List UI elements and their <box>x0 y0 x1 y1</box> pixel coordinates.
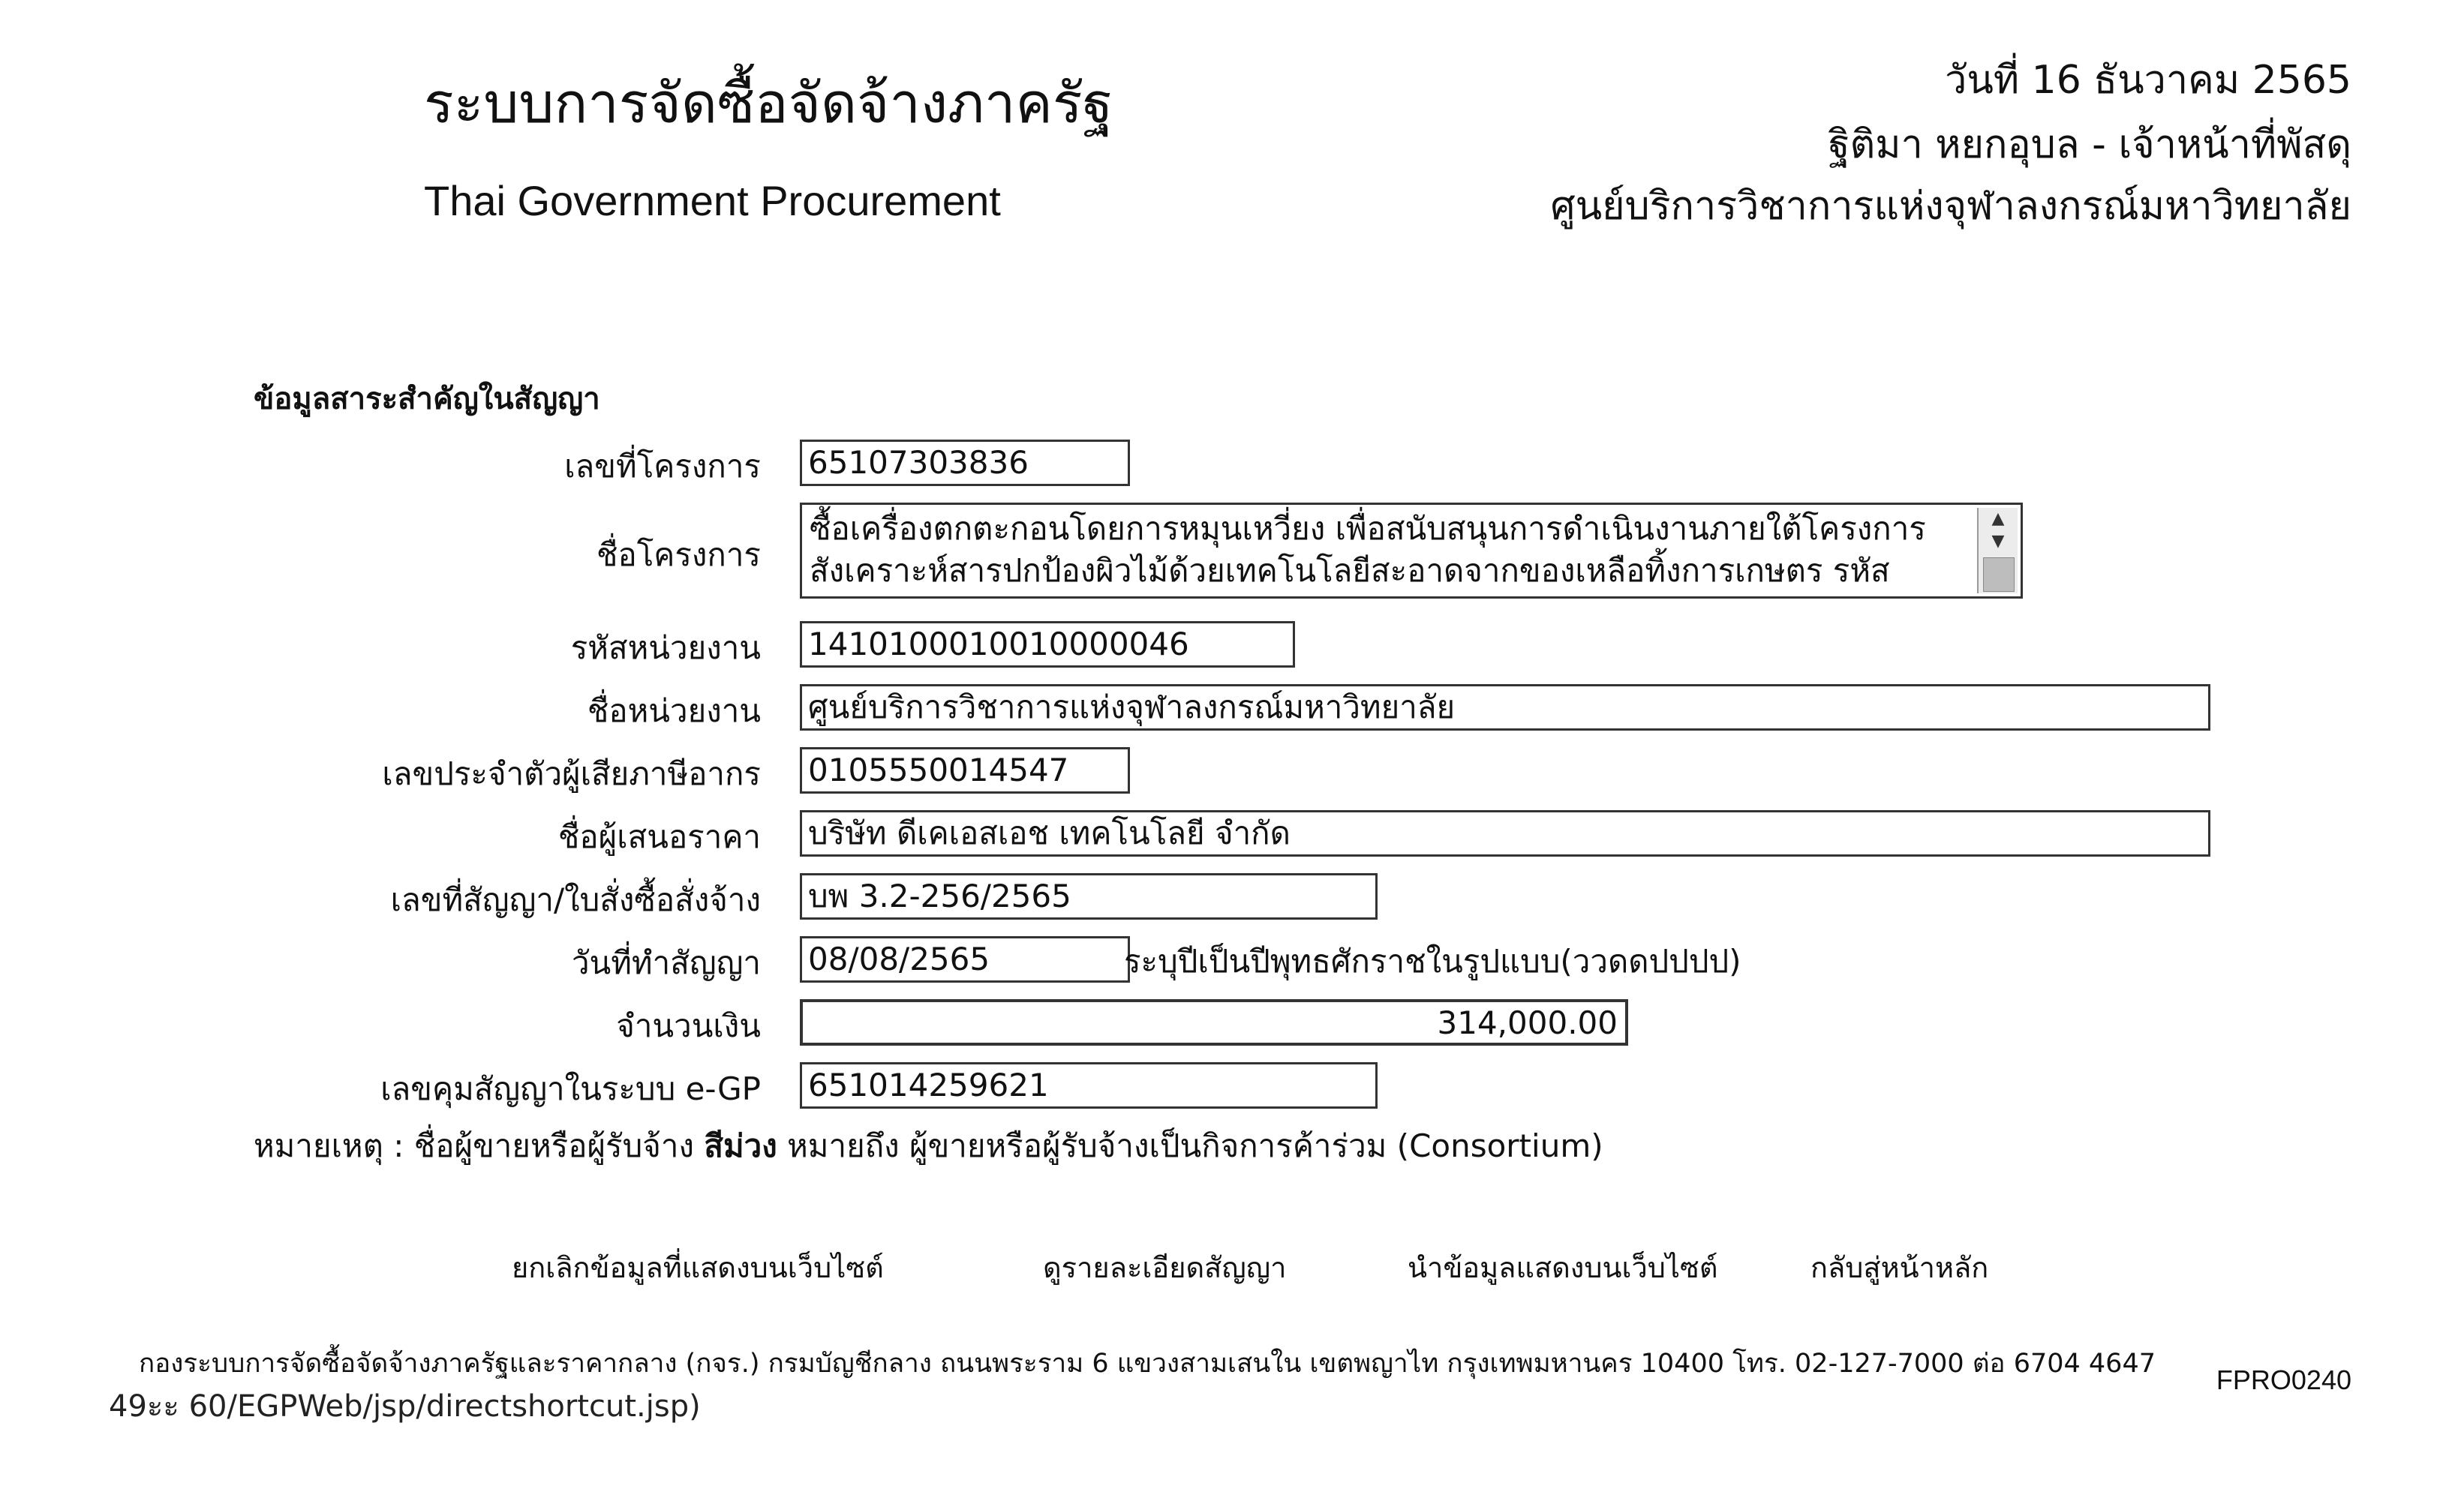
contract-date-field[interactable]: 08/08/2565 <box>800 936 1130 983</box>
system-title-thai: ระบบการจัดซื้อจัดจ้างภาครัฐ <box>424 71 1113 136</box>
egp-control-no-field[interactable]: 651014259621 <box>800 1062 1378 1109</box>
system-title-english: Thai Government Procurement <box>424 177 1001 224</box>
contract-date-label: วันที่ทำสัญญา <box>571 944 761 981</box>
tax-id-label: เลขประจำตัวผู้เสียภาษีอากร <box>382 755 761 792</box>
header-user: ฐิติมา หยกอุบล - เจ้าหน้าที่พัสดุ <box>1828 122 2351 167</box>
remark-note <box>254 1122 1603 1170</box>
view-contract-details-link[interactable]: ดูรายละเอียดสัญญา <box>1043 1251 1287 1284</box>
agency-name-label: ชื่อหน่วยงาน <box>587 692 761 729</box>
agency-code-label: รหัสหน่วยงาน <box>570 629 761 666</box>
remark-suffix: หมายถึง ผู้ขายหรือผู้รับจ้างเป็นกิจการค้าร่วม (Consortium) <box>787 1127 1603 1164</box>
project-name-text: ซื้อเครื่องตกตะกอนโดยการหมุนเหวี่ยง เพื่อสนับสนุนการดำเนินงานภายใต้โครงการ สังเคราะห์สารปกป้องผิวไม้ด้วยเทคโนโลยีสะอาดจากของเหลือทิ้งการเกษตร รหัส <box>810 510 1926 589</box>
project-name-textarea[interactable] <box>800 503 2023 599</box>
contract-no-field[interactable]: บพ 3.2-256/2565 <box>800 873 1378 920</box>
project-no-label: เลขที่โครงการ <box>564 448 761 485</box>
amount-label: จำนวนเงิน <box>616 1007 761 1044</box>
project-no-field[interactable]: 65107303836 <box>800 440 1130 486</box>
egp-control-no-label: เลขคุมสัญญาในระบบ e-GP <box>380 1070 761 1107</box>
remark-highlight: สีม่วง <box>704 1127 777 1164</box>
scroll-up-arrow-icon[interactable]: ▲ <box>1991 509 2005 528</box>
footer-url-fragment: 49ะะ 60/EGPWeb/jsp/directshortcut.jsp) <box>109 1389 701 1424</box>
cancel-display-link[interactable]: ยกเลิกข้อมูลที่แสดงบนเว็บไซต์ <box>512 1251 884 1284</box>
back-to-home-link[interactable]: กลับสู่หน้าหลัก <box>1810 1251 1989 1284</box>
section-title: ข้อมูลสาระสำคัญในสัญญา <box>254 382 600 416</box>
page-code: FPRO0240 <box>2216 1364 2351 1395</box>
agency-name-field[interactable]: ศูนย์บริการวิชาการแห่งจุฬาลงกรณ์มหาวิทยาลัย <box>800 684 2210 731</box>
contract-no-label: เลขที่สัญญา/ใบสั่งซื้อสั่งจ้าง <box>390 881 761 918</box>
tax-id-field[interactable]: 0105550014547 <box>800 747 1130 794</box>
amount-field[interactable]: 314,000.00 <box>800 999 1628 1046</box>
project-name-scrollbar[interactable] <box>1977 508 2018 593</box>
bidder-name-field[interactable]: บริษัท ดีเคเอสเอช เทคโนโลยี จำกัด <box>800 810 2210 857</box>
contract-date-format-note: ระบุปีเป็นปีพุทธศักราชในรูปแบบ(ววดดปปปป) <box>1124 943 1741 980</box>
scroll-down-arrow-icon[interactable]: ▼ <box>1991 532 2005 551</box>
footer-address: กองระบบการจัดซื้อจัดจ้างภาครัฐและราคากลาง (กจร.) กรมบัญชีกลาง ถนนพระราม 6 แขวงสามเสนใน เขตพญาไท กรุงเทพมหานคร 10400 โทร. 02-127-7000 ต่อ 6704 4647 <box>139 1349 2156 1379</box>
project-name-label: ชื่อโครงการ <box>596 536 761 573</box>
remark-prefix: หมายเหตุ : ชื่อผู้ขายหรือผู้รับจ้าง <box>254 1127 694 1164</box>
scroll-thumb[interactable] <box>1983 557 2015 592</box>
agency-code-field[interactable]: 1410100010010000046 <box>800 621 1295 668</box>
bidder-name-label: ชื่อผู้เสนอราคา <box>557 818 761 855</box>
header-organization: ศูนย์บริการวิชาการแห่งจุฬาลงกรณ์มหาวิทยาลัย <box>1550 184 2351 229</box>
publish-to-website-link[interactable]: นำข้อมูลแสดงบนเว็บไซต์ <box>1408 1251 1718 1284</box>
header-date: วันที่ 16 ธันวาคม 2565 <box>1945 58 2351 103</box>
